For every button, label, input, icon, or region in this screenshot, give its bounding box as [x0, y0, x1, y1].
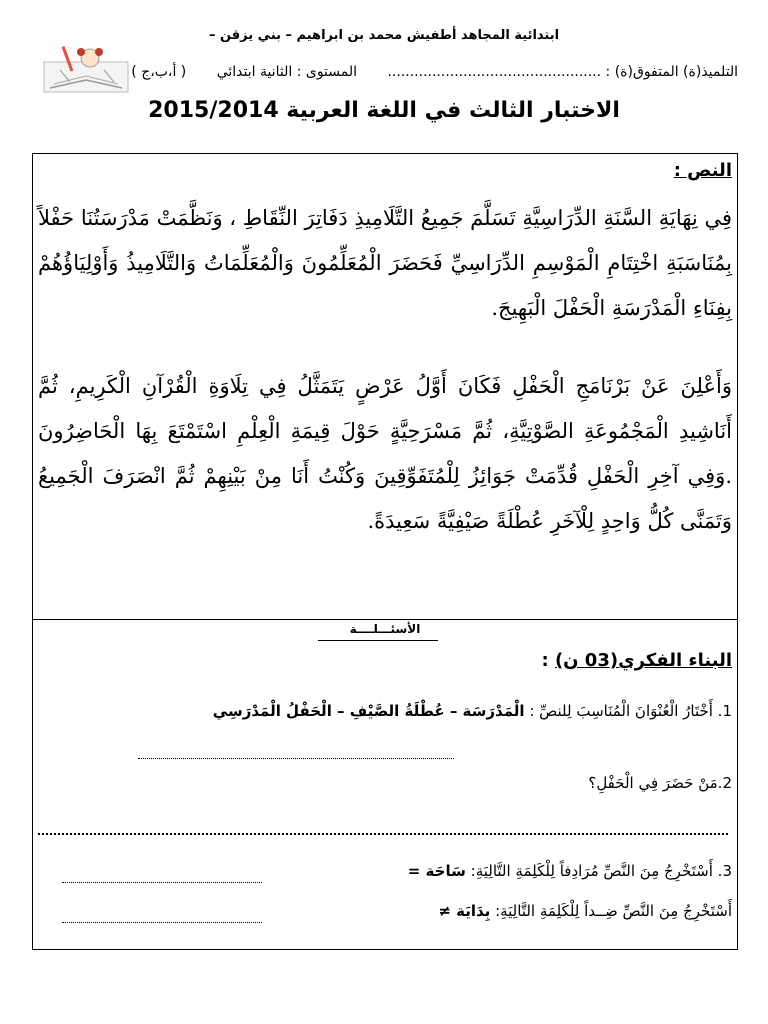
text-paragraph-2: وَأَعْلِنَ عَنْ بَرْنَامَجِ الْحَفْلِ فَكَانَ أَوَّلُ عَرْضٍ يَتَمَثَّلُ فِي تِلَاوَةِ الْقُرْآنِ الْكَرِيمِ، ثُمَّ أَنَاشِيدِ الْمَجْمُوعَةِ الصَّوْتِيَّةِ، ثُمَّ مَسْرَحِيَّةٍ حَوْلَ قِيمَةِ الْعِلْمِ اسْتَمْتَعَ بِهَا الْحَاضِرُونَ .وَفِي آخِرِ الْحَفْلِ قُدِّمَتْ جَوَائِزُ لِلْمُتَفَوِّقِينَ وَكُنْتُ أَنَا مِنْ بَيْنِهِمْ ثُمَّ انْصَرَفَ الْجَمِيعُ وَتَمَنَّى كُلُّ وَاحِدٍ لِلْآخَرِ عُطْلَةً صَيْفِيَّةً سَعِيدَةً.: [38, 374, 732, 533]
school-name: ابتدائية المجاهد أطفيش محمد بن ابراهيم – بني يزقن –: [208, 28, 560, 43]
student-name-label: التلميذ(ة) المتفوق(ة) : ................................................: [387, 64, 738, 80]
questions-heading: الأسئـــلــــة: [349, 622, 421, 636]
question-1-prompt: 1. أَخْتَارُ الْعُنْوَانَ الْمُنَاسِبَ لِلنصِّ :: [529, 702, 732, 720]
class-groups: ( أ،ب،ج ): [131, 64, 187, 80]
question-1-options: الْمَدْرَسَة – عُطْلَةُ الصَّيْفِ – الْحَفْلُ الْمَدْرَسِي: [212, 702, 525, 720]
question-3-answer-line[interactable]: [62, 872, 262, 883]
question-3b-answer-line[interactable]: [62, 912, 262, 923]
level-label: المستوى : الثانية ابتدائي: [216, 64, 358, 80]
section-points: (03 ن): [554, 650, 619, 671]
question-3b-word: بِدَايَة ≠: [438, 902, 491, 920]
question-3-word: سَاحَة =: [407, 862, 466, 880]
question-2: 2.مَنْ حَضَرَ فِي الْحَفْلِ؟: [588, 774, 732, 792]
exam-title: الاختبار الثالث في اللغة العربية 2015/2014: [148, 98, 620, 123]
student-reading-illustration: [40, 42, 132, 98]
question-3b-prompt: أَسْتَخْرِجُ مِنَ النَّصِّ ضِــداً لِلْكَلِمَةِ التَّالِيَةِ:: [495, 902, 732, 920]
questions-heading-underline: [318, 640, 438, 641]
text-paragraph-1: فِي نِهَايَةِ السَّنَةِ الدِّرَاسِيَّةِ تَسَلَّمَ جَمِيعُ التَّلَامِيذِ دَفَاتِرَ النِّقَاطِ ، وَنَظَّمَتْ مَدْرَسَتُنَا حَفْلاً بِمُنَاسَبَةِ اخْتِتَامِ الْمَوْسِمِ الدِّرَاسِيِّ فَحَضَرَ الْمُعَلِّمُونَ وَالْمُعَلِّمَاتُ وَالتَّلَامِيذُ وَأَوْلِيَاؤُهُمْ بِفِنَاءِ الْمَدْرَسَةِ الْحَفْلَ الْبَهِيجَ.: [38, 206, 732, 320]
question-1-answer-line[interactable]: [138, 748, 454, 759]
question-2-answer-line[interactable]: [38, 823, 728, 835]
student-info-row: [38, 64, 738, 80]
question-1: [213, 702, 732, 720]
text-heading: النص :: [673, 160, 732, 181]
section-colon: :: [541, 650, 549, 671]
section-title-label: البناء الفكري: [618, 650, 732, 671]
question-3-antonym: [438, 902, 732, 920]
question-3-synonym: [408, 862, 732, 880]
question-3-prompt: 3. أَسْتَخْرِجُ مِنَ النَّصِّ مُرَادِفاً لِلْكَلِمَةِ التَّالِيَةِ:: [470, 862, 732, 880]
section-title: [541, 650, 732, 671]
